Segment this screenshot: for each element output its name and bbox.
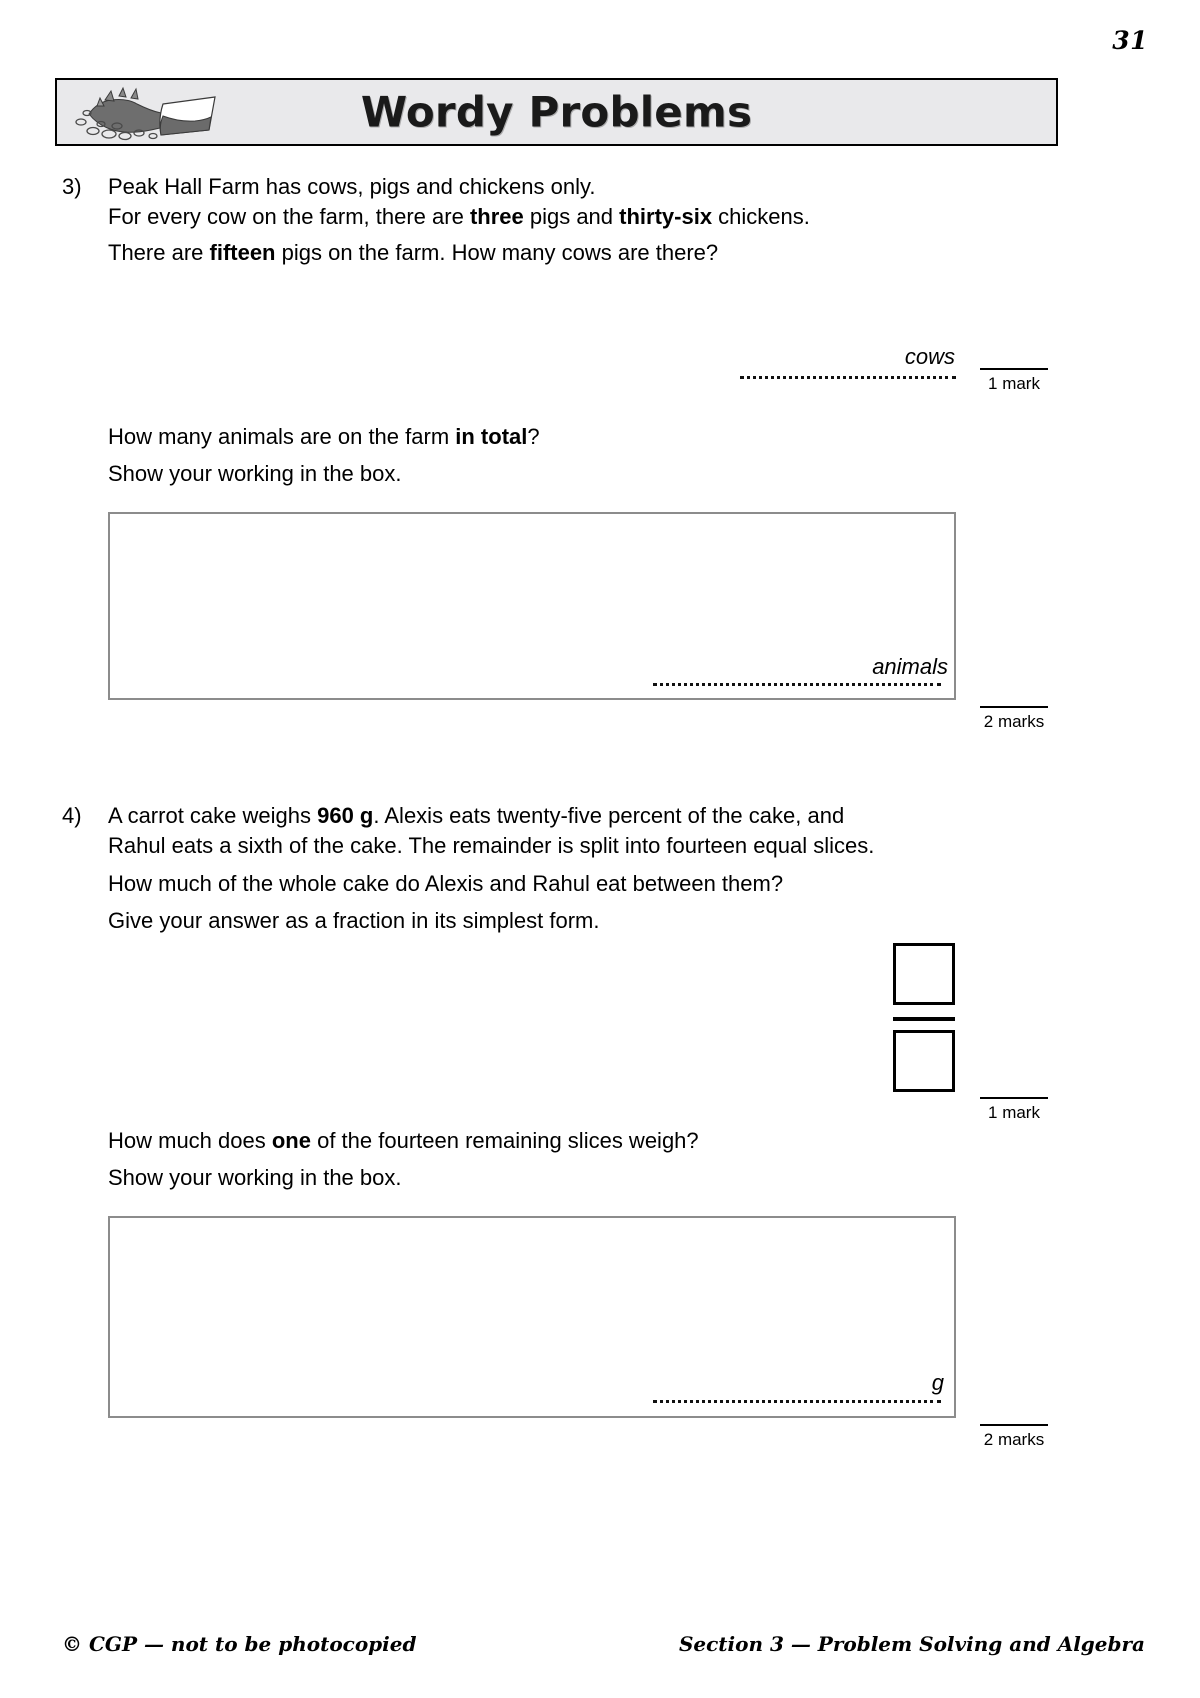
- q3b-l2-seg1: Show your working in the box.: [108, 461, 402, 486]
- question-4a-marks: [980, 1097, 1048, 1123]
- q4-l1-seg2: 960 g: [317, 803, 374, 828]
- question-4-number: 4): [62, 803, 82, 828]
- footer-copyright: © CGP — not to be photocopied: [62, 1632, 417, 1656]
- q3b-l1-seg1: How many animals are on the farm: [108, 424, 456, 449]
- q4-l1-seg3: . Alexis eats twenty-five percent of the cake, and: [373, 803, 845, 828]
- marks-label: 2 marks: [983, 712, 1045, 731]
- marks-rule: [980, 706, 1048, 708]
- question-3a-answer-line[interactable]: [740, 376, 956, 379]
- question-3b-answer-unit: animals: [872, 654, 948, 679]
- q3-l3-seg1: There are: [108, 240, 210, 265]
- q3-l2-seg5: chickens.: [712, 204, 810, 229]
- q3-l3-seg2: fifteen: [209, 240, 276, 265]
- q3-l2-seg4: thirty-six: [619, 204, 713, 229]
- q4-l2-seg1: Rahul eats a sixth of the cake. The remainder is split into fourteen equal slices.: [108, 833, 875, 858]
- q4b-l1-seg2: one: [271, 1128, 311, 1153]
- question-4a-denominator-box[interactable]: [893, 1030, 955, 1092]
- q3-l2-seg1: For every cow on the farm, there are: [108, 204, 470, 229]
- question-4-line-1: [108, 801, 844, 831]
- question-4-line-2: [108, 831, 874, 861]
- question-3b-answer-line[interactable]: [653, 683, 941, 686]
- marks-rule: [980, 1097, 1048, 1099]
- q3b-l1-seg3: ?: [527, 424, 540, 449]
- page-title: Wordy Problems: [360, 87, 753, 137]
- marks-rule: [980, 368, 1048, 370]
- q4b-l1-seg1: How much does: [108, 1128, 272, 1153]
- page-header-banner: [55, 78, 1058, 146]
- q4-l1-seg1: A carrot cake weighs: [108, 803, 318, 828]
- question-4-line-3: [108, 869, 783, 899]
- q4b-l2-seg1: Show your working in the box.: [108, 1165, 402, 1190]
- q3b-l1-seg2: in total: [455, 424, 528, 449]
- q4-l3-seg1: How much of the whole cake do Alexis and Rahul eat between them?: [108, 871, 784, 896]
- q3-l2-seg3: pigs and: [523, 204, 620, 229]
- question-4b-marks: [980, 1424, 1048, 1450]
- question-3-number: 3): [62, 174, 82, 199]
- question-4b-line-2: [108, 1163, 402, 1193]
- question-4a-fraction-bar: [893, 1017, 955, 1021]
- q3-l3-seg3: pigs on the farm. How many cows are there?: [275, 240, 719, 265]
- q4-l4-seg1: Give your answer as a fraction in its simplest form.: [108, 908, 600, 933]
- question-4a-numerator-box[interactable]: [893, 943, 955, 1005]
- footer-section: Section 3 — Problem Solving and Algebra: [678, 1632, 1145, 1656]
- question-3-line-3: [108, 238, 718, 268]
- question-4b-answer-unit: g: [931, 1370, 944, 1395]
- page-number: 31: [1112, 26, 1148, 55]
- marks-label: 1 mark: [988, 374, 1040, 393]
- q3-l2-seg2: three: [469, 204, 524, 229]
- question-3b-line-2: [108, 459, 402, 489]
- question-3b-line-1: [108, 422, 540, 452]
- question-4-line-4: [108, 906, 600, 936]
- question-4b-answer-line[interactable]: [653, 1400, 941, 1403]
- question-3b-marks: [980, 706, 1048, 732]
- question-3a-answer-unit: cows: [904, 344, 955, 369]
- question-3-line-1: [108, 172, 595, 202]
- question-3-line-2: [108, 202, 810, 232]
- q3-l1-seg1: Peak Hall Farm has cows, pigs and chickens only.: [108, 174, 596, 199]
- marks-rule: [980, 1424, 1048, 1426]
- q4b-l1-seg3: of the fourteen remaining slices weigh?: [310, 1128, 699, 1153]
- marks-label: 1 mark: [988, 1103, 1040, 1122]
- question-3a-marks: [980, 368, 1048, 394]
- marks-label: 2 marks: [983, 1430, 1045, 1449]
- question-4b-line-1: [108, 1126, 699, 1156]
